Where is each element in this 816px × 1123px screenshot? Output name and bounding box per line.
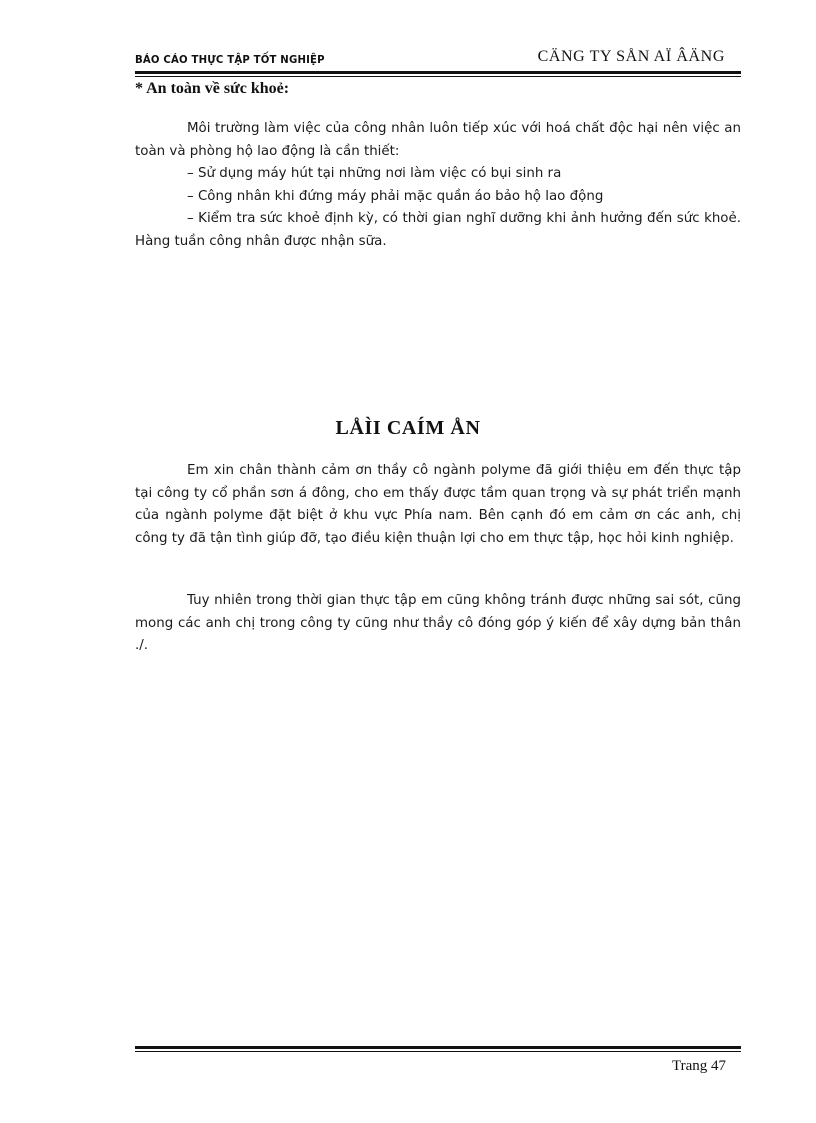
section-heading-health-safety: * An toàn về sức khoẻ: — [135, 80, 290, 97]
header-rule-thin — [135, 76, 741, 77]
acknowledgement-paragraph: Tuy nhiên trong thời gian thực tập em cũng không tránh được những sai sót, cũng mong các anh chị trong công ty cũng như thầy cô đóng góp ý kiến để xây dựng bản thân ./. — [135, 593, 741, 653]
acknowledgement-paragraph: Em xin chân thành cảm ơn thầy cô ngành polyme đã giới thiệu em đến thực tập tại công ty cổ phần sơn á đông, cho em thấy được tầm quan trọng và sự phát triển mạnh của ngành polyme đặt biệt ở khu vực Phía nam. Bên cạnh đó em cảm ơn các anh, chị công ty đã tận tình giúp đỡ, tạo điều kiện thuận lợi cho em thực tập, học hỏi kinh nghiệp. — [135, 463, 741, 546]
bullet-item: – Công nhân khi đứng máy phải mặc quần áo bảo hộ lao động — [187, 188, 604, 204]
acknowledgement-paragraph-2-block — [135, 590, 741, 658]
paragraph-intro: Môi trường làm việc của công nhân luôn tiếp xúc với hoá chất độc hại nên việc an toàn và phòng hộ lao động là cần thiết: — [135, 121, 741, 159]
page-header — [135, 44, 741, 72]
header-rule-thick — [135, 71, 741, 74]
footer-rule-thin — [135, 1051, 741, 1052]
header-report-title: BÁO CÁO THỰC TẬP TỐT NGHIỆP — [135, 53, 325, 66]
section-health-safety-body — [135, 118, 741, 253]
bullet-item: – Sử dụng máy hút tại những nơi làm việc có bụi sinh ra — [187, 166, 562, 181]
acknowledgement-paragraph-1-block — [135, 460, 741, 550]
page-number: Trang 47 — [671, 1058, 726, 1074]
section-title-acknowledgement: LÅÌI CAÍM ÅN — [335, 417, 481, 439]
paragraph-health-check: – Kiểm tra sức khoẻ định kỳ, có thời gian nghĩ dưỡng khi ảnh hưởng đến sức khoẻ. Hàng tuần công nhân được nhận sữa. — [135, 211, 741, 249]
header-company-name: CÄNG TY SÅN AÏ ÂÄNG — [537, 48, 725, 65]
footer-rule-thick — [135, 1046, 741, 1049]
